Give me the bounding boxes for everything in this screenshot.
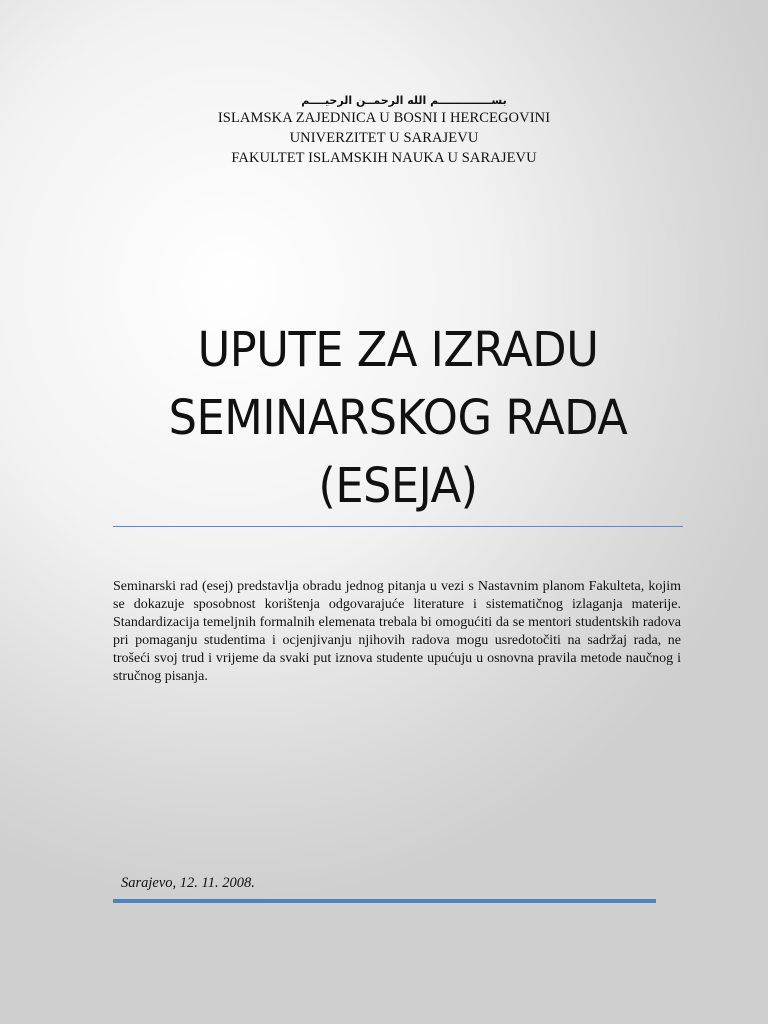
title-line-1: UPUTE ZA IZRADU (197, 322, 599, 378)
title-line-2: SEMINARSKOG RADA (168, 390, 628, 446)
title-line-3: (ESEJA) (318, 458, 478, 514)
institution-header (0, 94, 768, 168)
date-line: Sarajevo, 12. 11. 2008. (121, 875, 255, 891)
abstract-paragraph: Seminarski rad (esej) predstavlja obradu jednog pitanja u vezi s Nastavnim planom Fakulteta, kojim se dokazuje sposobnost korištenja odgovarajuće literature i sistematičnog izlaganja materije. Standardizacija temeljnih formalnih elemenata trebala bi omogućiti da se mentori studentskih radova pri pomaganju studentima i ocjenjivanju njihovih radova mogu usredotočiti na sadržaj rada, ne trošeći svoj trud i vrijeme da svaki put iznova studente upućuju u osnovna pravila metode naučnog i stručnog pisanja. (113, 579, 681, 684)
footer-divider (113, 899, 656, 903)
institution-name: ISLAMSKA ZAJEDNICA U BOSNI I HERCEGOVINI (217, 110, 551, 126)
bismillah-text: بســــــــــــــم الله الرحمــن الرحيــــم (301, 94, 507, 107)
faculty-name: FAKULTET ISLAMSKIH NAUKA U SARAJEVU (231, 150, 537, 166)
title-divider (113, 526, 683, 527)
document-title (0, 316, 768, 520)
university-name: UNIVERZITET U SARAJEVU (289, 130, 479, 146)
